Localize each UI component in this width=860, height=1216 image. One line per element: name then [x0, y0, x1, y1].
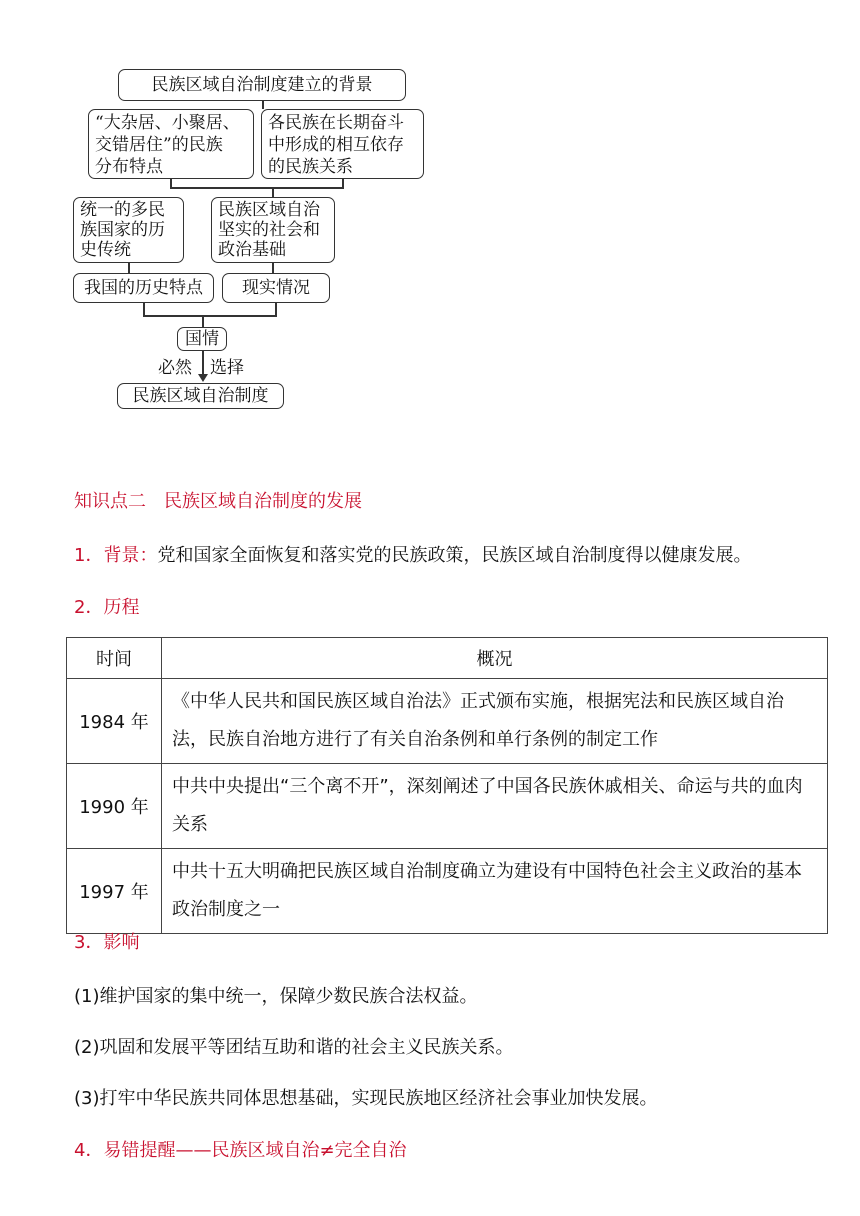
diagram-label-inevitable: 必然 — [158, 358, 192, 378]
table-header-time: 时间 — [67, 638, 162, 679]
table-header-desc: 概况 — [162, 638, 828, 679]
diagram-distribution-box: “大杂居、小聚居、 交错居住”的民族 分布特点 — [88, 109, 254, 179]
table-cell-desc: 中共中央提出“三个离不开”，深刻阐述了中国各民族休戚相关、命运与共的血肉关系 — [162, 764, 828, 849]
table-cell-time: 1984 年 — [67, 679, 162, 764]
arrow-down-icon — [198, 374, 208, 382]
diagram-national-box: 国情 — [177, 327, 227, 351]
history-table — [66, 637, 828, 934]
table-cell-time: 1990 年 — [67, 764, 162, 849]
section2-title: 知识点二 民族区域自治制度的发展 — [74, 491, 362, 512]
table-header-row — [67, 638, 828, 679]
background-text: 党和国家全面恢复和落实党的民族政策，民族区域自治制度得以健康发展。 — [157, 545, 752, 566]
diagram-history-traits-box: 我国的历史特点 — [73, 273, 214, 303]
table-cell-desc: 中共十五大明确把民族区域自治制度确立为建设有中国特色社会主义政治的基本政治制度之一 — [162, 849, 828, 934]
table-row — [67, 679, 828, 764]
impact-item-3: (3)打牢中华民族共同体思想基础，实现民族地区经济社会事业加快发展。 — [74, 1088, 658, 1109]
table-cell-time: 1997 年 — [67, 849, 162, 934]
background-diagram — [0, 0, 460, 420]
diagram-tradition-box: 统一的多民 族国家的历 史传统 — [73, 197, 184, 263]
background-label: 1．背景： — [74, 545, 158, 566]
diagram-relations-box: 各民族在长期奋斗 中形成的相互依存 的民族关系 — [261, 109, 424, 179]
impact-label: 3．影响 — [74, 932, 140, 953]
table-row — [67, 849, 828, 934]
diagram-reality-box: 现实情况 — [222, 273, 330, 303]
diagram-result-box: 民族区域自治制度 — [117, 383, 284, 409]
impact-item-1: (1)维护国家的集中统一，保障少数民族合法权益。 — [74, 986, 478, 1007]
reminder-label: 4．易错提醒——民族区域自治≠完全自治 — [74, 1140, 407, 1161]
diagram-foundation-box: 民族区域自治 坚实的社会和 政治基础 — [211, 197, 335, 263]
diagram-label-choice: 选择 — [210, 358, 244, 378]
table-cell-desc: 《中华人民共和国民族区域自治法》正式颁布实施，根据宪法和民族区域自治法，民族自治地方进行了有关自治条例和单行条例的制定工作 — [162, 679, 828, 764]
background-paragraph — [74, 541, 751, 567]
process-label: 2．历程 — [74, 597, 140, 618]
diagram-top-box: 民族区域自治制度建立的背景 — [118, 69, 406, 101]
table-row — [67, 764, 828, 849]
impact-item-2: (2)巩固和发展平等团结互助和谐的社会主义民族关系。 — [74, 1037, 514, 1058]
